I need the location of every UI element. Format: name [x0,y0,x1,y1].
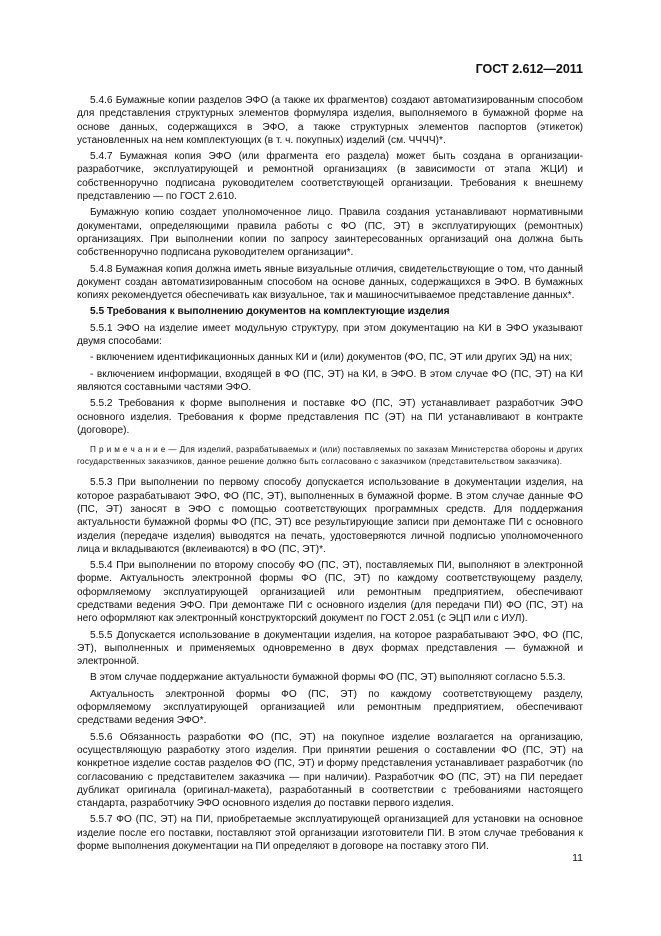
paragraph: В этом случае поддержание актуальности бумажной формы ФО (ПС, ЭТ) выполняют согласно 5.5.3. [90,672,566,684]
note-paragraph: П р и м е ч а н и е — Для изделий, разрабатываемых и (или) поставляемых по заказам Министерства обороны и других государственных заказчиков, данное решение должно быть согласовано с заказчиком (представительством заказчика). [77,445,583,466]
paragraph: 5.5.7 ФО (ПС, ЭТ) на ПИ, приобретаемые эксплуатирующей организацией для установки на основное изделие после его поставки, поставляют этой организации изготовители ПИ. В этом случае требования к форме выполнения документации на ПИ определяют в договоре на поставку этого ПИ. [77,814,583,853]
paragraph: 5.4.6 Бумажные копии разделов ЭФО (а также их фрагментов) создают автоматизированным способом для представления структурных элементов формуляра изделия, выполняемого в бумажной форме на основе данных, содержащихся в ЭФО, а также структурных элементов паспортов (этикеток) установленных на нем комплектующих (в т. ч. покупных) изделий (см. ЧЧЧЧ)*. [77,95,583,146]
paragraph: - включением идентификационных данных КИ и (или) документов (ФО, ПС, ЭТ или других ЭД) на них; [90,352,573,364]
paragraph: 5.5.1 ЭФО на изделие имеет модульную структуру, при этом документацию на КИ в ЭФО указывают двумя способами: [77,322,583,348]
paragraph: 5.4.8 Бумажная копия должна иметь явные визуальные отличия, свидетельствующие о том, что данный документ создан автоматизированным способом на основе данных, содержащихся в ЭФО. В бумажных копиях рекомендуется обеспечивать как визуальное, так и машиносчитываемое представление данных*. [77,263,583,302]
paragraph: 5.5.5 Допускается использование в документации изделия, на которое разрабатывают ЭФО, ФО (ПС, ЭТ), выполненных и применяемых одновременно в двух формах представления — бумажной и электронной. [77,629,583,668]
paragraph: Бумажную копию создает уполномоченное лицо. Правила создания устанавливают нормативными документами, определяющими правила работы с ФО (ПС, ЭТ) в эксплуатирующих (ремонтных) организациях. При выполнении копии по запросу заинтересованных организаций она должна быть собственноручно подписана руководителем организации*. [77,207,583,259]
paragraph: 5.4.7 Бумажная копия ЭФО (или фрагмента его раздела) может быть создана в организации-разработчике, эксплуатирующей и ремонтной организациях (в зависимости от этапа ЖЦИ) и собственноручно подписана руководителем соответствующей организации. Требования к внешнему представлению — по ГОСТ 2.610. [77,151,583,203]
document-body [77,94,583,856]
paragraph: - включением информации, входящей в ФО (ПС, ЭТ) на КИ, в ЭФО. В этом случае ФО (ПС, ЭТ) на КИ являются составными частями ЭФО. [77,368,583,393]
section-heading: 5.5 Требования к выполнению документов на комплектующие изделия [90,306,450,318]
paragraph: 5.5.6 Обязанность разработки ФО (ПС, ЭТ) на покупное изделие возлагается на организацию, осуществляющую разработку этого изделия. При принятии решения о составлении ФО (ПС, ЭТ) на конкретное изделие состав разделов ФО (ПС, ЭТ) и форму представления устанавливает разработчик (по согласованию с представителем заказчика — при наличии). Разработчик ФО (ПС, ЭТ) на ПИ передает дубликат оригинала (оригинал-макета), разработанный в соответствии с требованиями настоящего стандарта, разработчику ЭФО основного изделия до поставки первого изделия. [77,731,583,810]
page-number: 11 [572,852,583,864]
paragraph: 5.5.2 Требования к форме выполнения и поставке ФО (ПС, ЭТ) устанавливает разработчик ЭФО основного изделия. Требования к форме представления ПС (ЭТ) на ПИ устанавливают в контракте (договоре). [77,398,583,436]
standard-designation: ГОСТ 2.612—2011 [475,62,583,76]
paragraph: Актуальность электронной формы ФО (ПС, ЭТ) по каждому соответствующему разделу, оформляемому эксплуатирующей организацией или ремонтным предприятием, обеспечивают средствами ведения ЭФО*. [77,688,583,727]
paragraph: 5.5.3 При выполнении по первому способу допускается использование в документации изделия, на которое разрабатывают ЭФО, ФО (ПС, ЭТ), выполненных в бумажной форме. В этом случае данные ФО (ПС, ЭТ) заносят в ЭФО с помощью соответствующих программных средств. Для поддержания актуальности бумажной формы ФО (ПС, ЭТ) все результирующие записи при демонтаже ПИ с основного изделия (передаче изделия) выводятся на печать, удостоверяются личной подписью уполномоченного лица и вкладываются (вклеиваются) в ФО (ПС, ЭТ)*. [77,477,583,555]
paragraph: 5.5.4 При выполнении по второму способу ФО (ПС, ЭТ), поставляемых ПИ, выполняют в электронной форме. Актуальность электронной формы ФО (ПС, ЭТ) по каждому соответствующему разделу, оформляемому эксплуатирующей организацией или ремонтным предприятием, обеспечивают средствами ведения ЭФО. При демонтаже ПИ с основного изделия (для передачи ПИ) ФО (ПС, ЭТ) на него оформляют как электронный конструкторский документ по ГОСТ 2.051 (с ЭЦП или с ИУЛ). [77,560,583,625]
